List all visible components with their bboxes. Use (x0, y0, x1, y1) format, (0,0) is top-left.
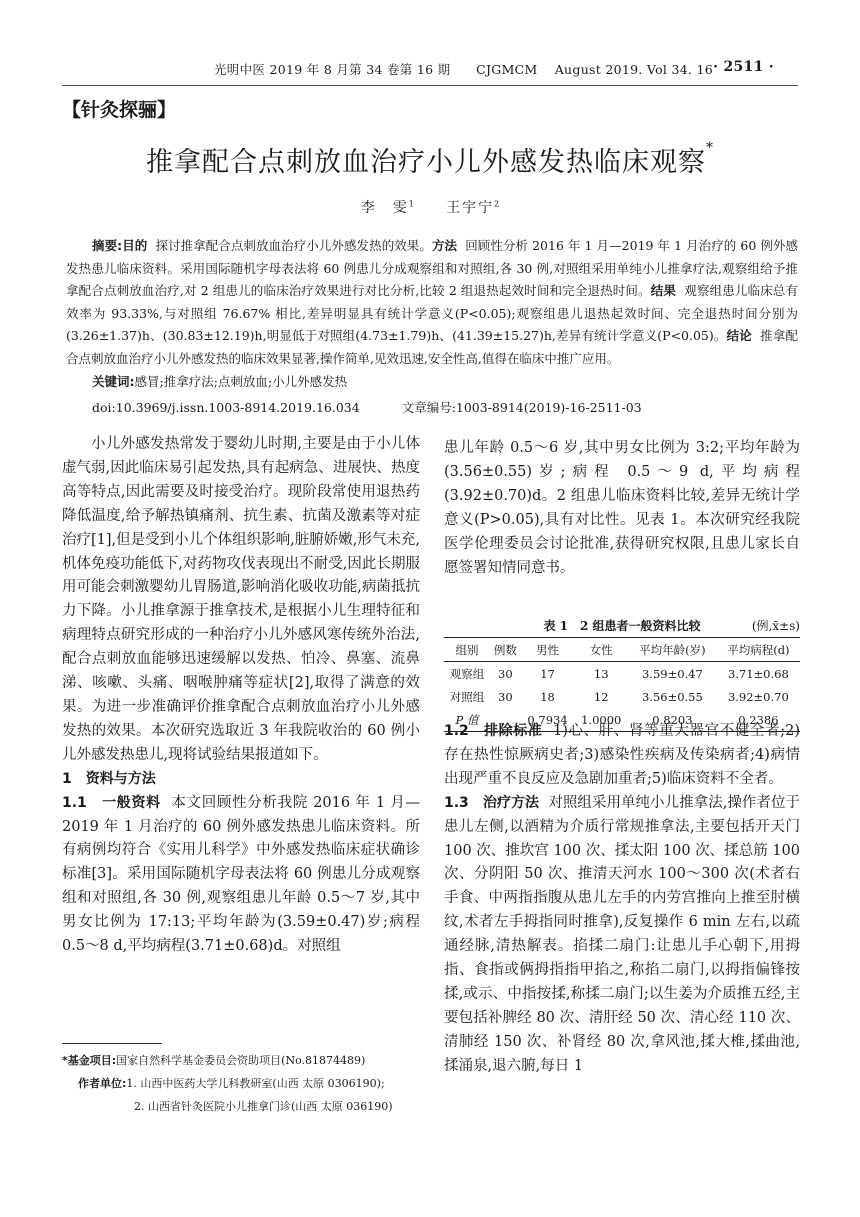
table-cell: P 值 (455, 712, 479, 727)
footnote-rule (62, 1043, 162, 1044)
table-cell: 3.59±0.47 (641, 666, 703, 681)
table-header: 平均病程(d) (727, 642, 790, 657)
conclusion-label: 结论 (726, 328, 752, 343)
author-affil: 1 (408, 199, 414, 209)
article-number: 文章编号:1003-8914(2019)-16-2511-03 (401, 400, 642, 415)
group-data-text: 患儿年龄 0.5～6 岁,其中男女比例为 3:2;平均年龄为(3.56±0.55)岁;病程 0.5～9 d,平均病程(3.92±0.70)d。2 组患儿临床资料比较,差异无统计学意义(P>0.05),具有对比性。见表 1。本次研究经我院医学伦理委员会讨论批准,获得研究权限,且患儿家长自愿签署知情同意书。 (444, 440, 800, 576)
methods-label: 方法 (431, 238, 458, 253)
header-rule (62, 85, 798, 86)
abstract (66, 235, 798, 370)
table-header: 例数 (493, 642, 517, 657)
table-row (444, 685, 800, 708)
table-cell: 0.7934 (527, 712, 568, 727)
data-table (444, 637, 800, 732)
keywords (92, 372, 347, 390)
intro-paragraph: 小儿外感发热常发于婴幼儿时期,主要是由于小儿体虚气弱,因此临床易引起发热,具有起病急、进展快、热度高等特点,因此需要及时接受治疗。现阶段常使用退热药降低温度,给予解热镇痛剂、抗生素、抗菌及激素等对症治疗[1],但是受到小儿个体组织影响,脏腑娇嫩,形气未充,机体免疫功能低下,对药物攻伐表现出不耐受,因此长期服用可能会刺激婴幼儿胃肠道,影响消化吸收功能,病菌抵抗力下降。小儿推拿源于推拿技术,是根据小儿生理特征和病理特点研究形成的一种治疗小儿外感风寒传统外治法,配合点刺放血能够迅速缓解以发热、怕冷、鼻塞、流鼻涕、咳嗽、头痛、咽喉肿痛等症状[2],取得了满意的效果。为进一步准确评价推拿配合点刺放血治疗小儿外感发热的效果。本次研究选取近 3 年我院收治的 60 例小儿外感发热患儿,现将试验结果报道如下。 (62, 436, 420, 763)
unit-footnote (78, 1075, 385, 1093)
doi-line (92, 398, 642, 416)
section-tag: 【针灸探骊】 (62, 99, 177, 121)
table-cell: 13 (593, 666, 609, 681)
general-data-text: 本文回顾性分析我院 2016 年 1 月—2019 年 1 月治疗的 60 例外感发热患儿临床资料。所有病例均符合《实用儿科学》中外感发热临床症状确诊标准[3]。采用国际随机字母表法将 60 例患儿分成观察组和对照组,各 30 例,观察组患儿年龄 0.5～7 岁,其中男女比例为 17:13;平均年龄为(3.59±0.47)岁;病程 0.5～8 d,平均病程(3.71±0.68)d。对照组 (62, 794, 421, 955)
table-cell: 0.2386 (738, 712, 779, 727)
article-title (62, 140, 798, 179)
fund-label: *基金项目: (62, 1054, 117, 1067)
abstract-label: 摘要: (92, 238, 123, 253)
table-cell: 17 (540, 666, 555, 681)
table-cell: 观察组 (449, 666, 485, 681)
keywords-text: 感冒;推拿疗法;点刺放血;小儿外感发热 (134, 374, 348, 389)
table-header: 女性 (589, 642, 613, 657)
table-cell: 18 (540, 689, 555, 704)
table-caption (444, 615, 800, 637)
subsection-heading: 1.2 排除标准 (444, 723, 543, 739)
table-cell: 对照组 (449, 689, 485, 704)
author-name: 李 雯 (360, 200, 409, 216)
unit-1: 1. 山西中医药大学儿科教研室(山西 太原 0306190); (126, 1077, 385, 1090)
results-text: 观察组患儿临床总有效率为 93.33%,与对照组 76.67% 相比,差异明显具有统计学意义(P<0.05);观察组患儿退热起效时间、完全退热时间分别为(3.26±1.37)h、(30.83±12.19)h,明显低于对照组(4.73±1.79)h、(41.39±15.27)h,差异有统计学意义(P<0.05)。 (66, 283, 798, 343)
unit-footnote-2: 2. 山西省针灸医院小儿推拿门诊(山西 太原 036190) (134, 1100, 393, 1113)
left-column (62, 433, 420, 959)
methods-text: 回顾性分析 2016 年 1 月—2019 年 1 月治疗的 60 例外感发热患儿临床资料。采用国际随机字母表法将 60 例患儿分成观察组和对照组,各 30 例,对照组采用单纯小儿推拿疗法,观察组给予推拿配合点刺放血治疗,对 2 组患儿的临床治疗效果进行对比分析,比较 2 组退热起效时间和完全退热时间。 (66, 238, 798, 298)
treatment-text: 对照组采用单纯小儿推拿法,操作者位于患儿左侧,以酒精为介质行常规推拿法,主要包括开天门 100 次、推坎宫 100 次、揉太阳 100 次、揉总筋 100 次、分阴阳 50 次、推清天河水 100～300 次(术者右手食、中两指指腹从患儿左手的内劳宫推向上推至肘横纹,术者左手拇指同时推拿),反复操作 6 min 左右,以疏通经脉,清热解表。掐揉二扇门:让患儿手心朝下,用拇指、食指或俩拇指指甲掐之,称掐二扇门,以拇指偏锋按揉,或示、中指按揉,称揉二扇门;以生姜为介质推五经,主要包括补脾经 80 次、清肝经 50 次、清心经 110 次、清肺经 150 次、补肾经 80 次,拿风池,揉大椎,揉曲池,揉涌泉,退六腑,每日 1 (444, 794, 801, 1074)
title-footnote-mark: * (706, 140, 714, 156)
table-caption-text: 表 1 2 组患者一般资料比较 (543, 619, 701, 633)
subsection-heading: 1.1 一般资料 (62, 794, 161, 811)
table-cell: 30 (498, 689, 513, 704)
results-label: 结果 (650, 283, 677, 298)
right-column-top (444, 437, 800, 607)
table-cell: 3.92±0.70 (727, 689, 789, 704)
table-cell: 1.0000 (581, 712, 622, 727)
keywords-label: 关键词: (92, 374, 135, 389)
conclusion-text: 推拿配合点刺放血治疗小儿外感发热的临床效果显著,操作简单,见效迅速,安全性高,值得在临床中推广应用。 (66, 328, 798, 366)
title-text: 推拿配合点刺放血治疗小儿外感发热临床观察 (146, 147, 706, 178)
table-row (444, 662, 800, 686)
table-cell: 0.8203 (652, 712, 693, 727)
table-cell: 3.56±0.55 (641, 689, 703, 704)
author-affil: 2 (494, 199, 500, 209)
table-header: 平均年龄(岁) (639, 642, 706, 657)
exclusion-text: 1)心、肝、肾等重大器官不健全者;2)存在热性惊厥病史者;3)感染性疾病及传染病者;4)病情出现严重不良反应及急剧加重者;5)临床资料不全者。 (444, 723, 800, 787)
table-header: 男性 (536, 642, 560, 657)
running-title: 光明中医 2019 年 8 月第 34 卷第 16 期 CJGMCM August 2019. Vol 34. 16 (214, 62, 714, 77)
unit-label: 作者单位: (78, 1077, 127, 1090)
fund-text: 国家自然科学基金委员会资助项目(No.81874489) (116, 1054, 366, 1067)
doi-text: doi:10.3969/j.issn.1003-8914.2019.16.034 (92, 400, 360, 415)
table-cell: 30 (498, 666, 513, 681)
author-name: 王宇宁 (446, 200, 495, 216)
table-header-row (444, 638, 800, 662)
fund-footnote (62, 1052, 365, 1070)
table-unit: (例,x̄±s) (751, 619, 800, 633)
author-list (62, 197, 798, 217)
running-header (214, 60, 774, 78)
table-1 (444, 615, 800, 732)
table-cell: 12 (593, 689, 609, 704)
right-column-bottom (444, 720, 800, 1079)
table-cell: 3.71±0.68 (727, 666, 789, 681)
objective-text: 探讨推拿配合点刺放血治疗小儿外感发热的效果。 (155, 238, 432, 253)
section-heading: 1 资料与方法 (62, 770, 156, 787)
objective-label: 目的 (122, 238, 148, 253)
table-header: 组别 (455, 642, 479, 657)
subsection-heading: 1.3 治疗方法 (444, 794, 540, 811)
page-number: · 2511 · (713, 59, 774, 75)
